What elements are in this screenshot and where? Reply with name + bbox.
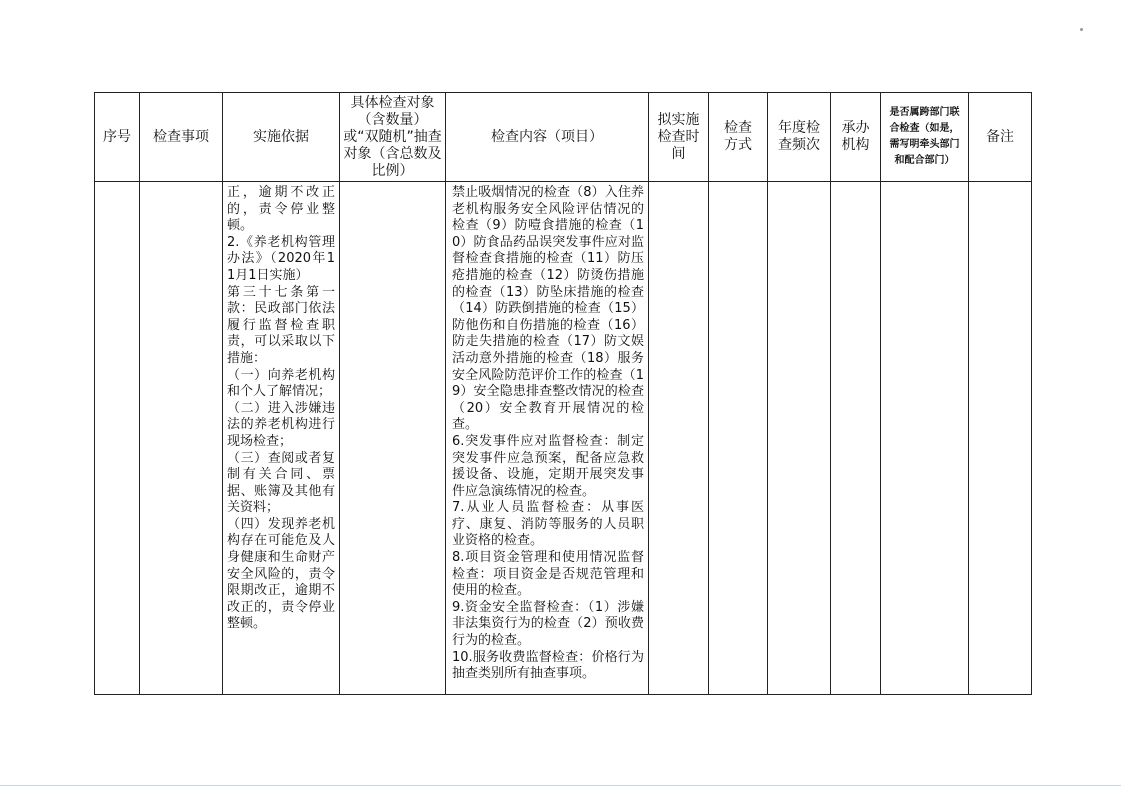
time-text <box>649 182 708 185</box>
frequency-text <box>768 182 830 185</box>
header-remarks: 备注 <box>969 93 1032 182</box>
object-text <box>340 182 445 185</box>
header-row <box>95 93 1032 182</box>
header-frequency: 年度检查频次 <box>768 93 831 182</box>
header-time: 拟实施检查时间 <box>649 93 709 182</box>
header-method: 检查方式 <box>709 93 768 182</box>
table-row <box>95 182 1032 695</box>
cell-time <box>649 182 709 695</box>
header-item: 检查事项 <box>140 93 223 182</box>
seq-text <box>95 182 139 185</box>
cell-basis <box>223 182 340 695</box>
remarks-text <box>969 182 1031 185</box>
cell-item <box>140 182 223 695</box>
page-bottom-line <box>0 785 1121 786</box>
org-text <box>831 182 880 185</box>
cell-joint <box>881 182 969 695</box>
cell-content <box>446 182 649 695</box>
content-text: 禁止吸烟情况的检查（8）入住养老机构服务安全风险评估情况的检查（9）防噎食措施的检查（10）防食品药品误突发事件应对监督检查食措施的检查（11）防压疮措施的检查（12）防烫伤措施的检查（13）防坠床措施的检查（14）防跌倒措施的检查（15）防他伤和自伤措施的检查（16）防走失措施的检查（17）防文娱活动意外措施的检查（18）服务安全风险防范评价工作的检查（19）安全隐患排查整改情况的检查（20）安全教育开展情况的检查。 6.突发事件应对监督检查：制定突发事件应急预案，配备应急救援设备、设施，定期开展突发事件应急演练情况的检查。 7.从业人员监督检查：从事医疗、康复、消防等服务的人员职业资格的检查。 8.项目资金管理和使用情况监督检查：项目资金是否规范管理和使用的检查。 9.资金安全监督检查：（1）涉嫌非法集资行为的检查（2）预收费行为的检查。 10.服务收费监督检查：价格行为抽查类别所有抽查事项。 <box>452 185 644 682</box>
joint-text <box>881 182 968 185</box>
header-seq: 序号 <box>95 93 140 182</box>
cell-seq <box>95 182 140 695</box>
header-org: 承办机构 <box>831 93 881 182</box>
inspection-table <box>94 92 1032 695</box>
header-joint: 是否属跨部门联合检查（如是，需写明牵头部门和配合部门） <box>881 93 969 182</box>
cell-org <box>831 182 881 695</box>
cell-method <box>709 182 768 695</box>
header-object: 具体检查对象（含数量）或“双随机”抽查对象（含总数及比例） <box>340 93 446 182</box>
cell-object <box>340 182 446 695</box>
scan-dot <box>1080 28 1083 31</box>
basis-text: 正，逾期不改正的，责令停业整顿。 2.《养老机构管理办法》（2020年11月1日实施） 第三十七条第一款：民政部门依法履行监督检查职责，可以采取以下措施： （一）向养老机构和个人了解情况； （二）进入涉嫌违法的养老机构进行现场检查； （三）查阅或者复制有关合同、票据、账簿及其他有关资料； （四）发现养老机构存在可能危及人身健康和生命财产安全风险的，责令限期改正，逾期不改正的，责令停业整顿。 <box>227 185 335 632</box>
method-text <box>709 182 767 185</box>
item-text <box>140 182 222 185</box>
cell-remarks <box>969 182 1032 695</box>
header-content: 检查内容（项目） <box>446 93 649 182</box>
header-basis: 实施依据 <box>223 93 340 182</box>
cell-frequency <box>768 182 831 695</box>
